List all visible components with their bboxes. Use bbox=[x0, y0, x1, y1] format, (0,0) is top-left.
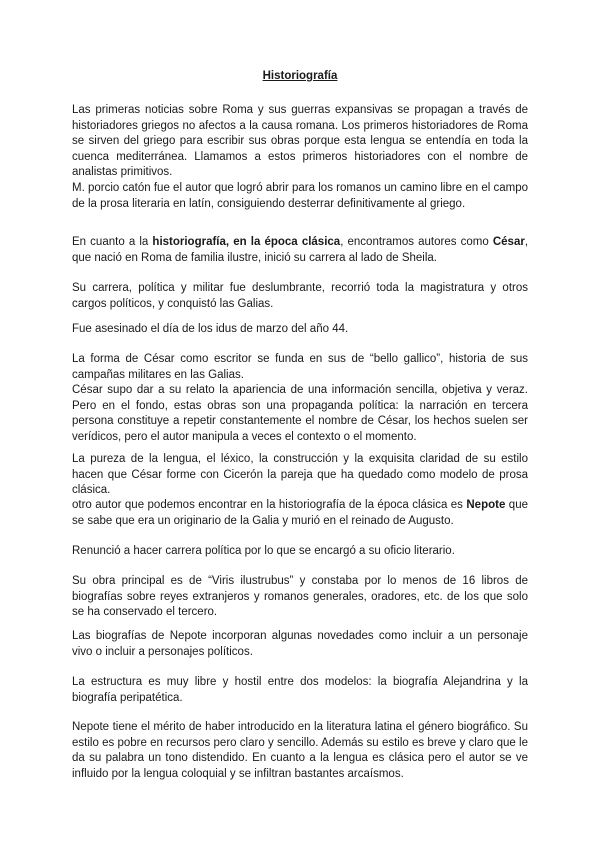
bold-term: historiografía, en la época clásica bbox=[152, 236, 341, 248]
paragraph-pureza: La pureza de la lengua, el léxico, la construcción y la exquisita claridad de su estilo hacen que César forme con Cicerón la pareja que ha quedado como modelo de prosa clásica. bbox=[72, 453, 528, 497]
paragraph-viris-ilustrubus: Su obra principal es de “Viris ilustrubus” y constaba por lo menos de 16 libros de biografías sobre reyes extranjeros y romanos generales, oradores, etc. de los que solo se ha conservado el tercero. bbox=[72, 575, 528, 619]
paragraph-text: En cuanto a la bbox=[72, 236, 153, 248]
page-title: Historiografía bbox=[262, 70, 338, 82]
paragraph-carrera: Su carrera, política y militar fue deslumbrante, recorrió toda la magistratura y otros cargos políticos, y conquistó las Galias. bbox=[72, 282, 528, 310]
bold-name-cesar: César bbox=[492, 236, 525, 248]
paragraph-analistas: Las primeras noticias sobre Roma y sus guerras expansivas se propagan a través de historiadores griegos no afectos a la causa romana. Los primeros historiadores de Roma se sirven del griego para escribir sus obras porque esta lengua se entendía en toda la cuenca mediterránea. Llamamos a estos primeros historiadores con el nombre de analistas primitivos. bbox=[72, 104, 528, 179]
paragraph-propaganda: César supo dar a su relato la apariencia de una información sencilla, objetiva y veraz. Pero en el fondo, estas obras son una propaganda política: la narración en tercera persona constituye a repetir constantemente el nombre de César, los hechos suelen ser verídicos, pero el autor manipula a veces el contexto o el momento. bbox=[72, 384, 528, 443]
paragraph-caton: M. porcio catón fue el autor que logró abrir para los romanos un camino libre en el campo de la prosa literaria en latín, consiguiendo desterrar definitivamente al griego. bbox=[72, 182, 528, 210]
paragraph-text: , encontramos autores como bbox=[340, 236, 493, 248]
paragraph-estructura: La estructura es muy libre y hostil entre dos modelos: la biografía Alejandrina y la biografía peripatética. bbox=[72, 676, 528, 704]
paragraph-asesinado: Fue asesinado el día de los idus de marzo del año 44. bbox=[72, 323, 349, 335]
paragraph-genero-biografico: Nepote tiene el mérito de haber introducido en la literatura latina el género biográfico. Su estilo es pobre en recursos pero claro y sencillo. Además su estilo es breve y claro que le da su palabra un tono distendido. En cuanto a la lengua es clásica pero el autor se ve influido por la lengua coloquial y se infiltran bastantes arcaísmos. bbox=[72, 721, 528, 780]
bold-name-nepote: Nepote bbox=[466, 499, 506, 511]
paragraph-text: otro autor que podemos encontrar en la historiografía de la época clásica es bbox=[72, 499, 467, 511]
paragraph-text: , que nació en Roma de familia ilustre, inició su carrera al lado de Sheila. bbox=[72, 236, 529, 264]
paragraph-renuncio: Renunció a hacer carrera política por lo que se encargó a su oficio literario. bbox=[72, 545, 455, 557]
paragraph-bello-gallico: La forma de César como escritor se funda en sus de “bello gallico”, historia de sus campañas militares en las Galias. bbox=[72, 353, 528, 381]
paragraph-nepote bbox=[72, 498, 528, 529]
paragraph-text: que se sabe que era un originario de la Galia y murió en el reinado de Augusto. bbox=[72, 499, 528, 527]
paragraph-historiografia-clasica bbox=[72, 235, 528, 266]
paragraph-biografias: Las biografías de Nepote incorporan algunas novedades como incluir a un personaje vivo o incluir a personajes políticos. bbox=[72, 630, 528, 658]
